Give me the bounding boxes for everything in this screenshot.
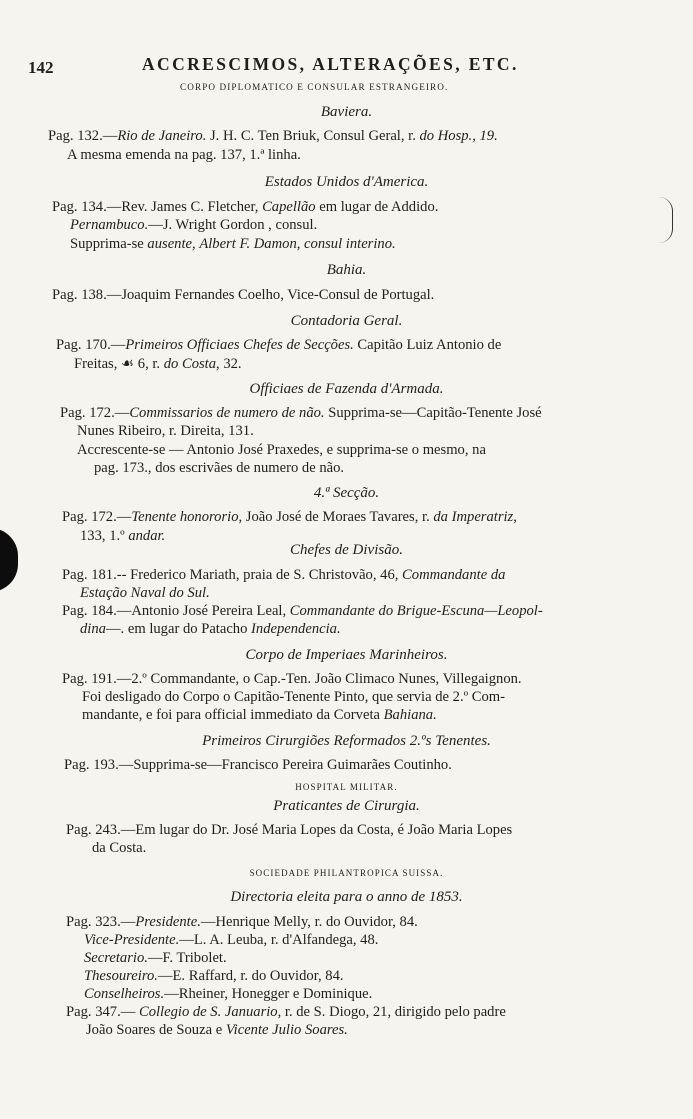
text-line: Nunes Ribeiro, r. Direita, 131. [77,423,254,439]
text-line: Pag. 347.— Collegio de S. Januario, r. de S. Diogo, 21, dirigido pelo padre [66,1004,506,1020]
text-line: pag. 173., dos escrivães de numero de não. [94,460,345,476]
decoration-glyph: ☙ [121,356,135,372]
text-line: dina—. em lugar do Patacho Independencia. [80,621,341,637]
text-line: 133, 1.º andar. [80,528,166,544]
section-heading: Officiaes de Fazenda d'Armada. [249,381,444,397]
section-heading: Praticantes de Cirurgia. [273,798,420,814]
text-line: Foi desligado do Corpo o Capitão-Tenente Pinto, que servia de 2.º Com- [82,689,506,705]
section-heading: 4.ª Secção. [313,485,380,501]
margin-bracket [658,197,673,243]
text-line: Pag. 191.—2.º Commandante, o Cap.-Ten. João Climaco Nunes, Villegaignon. [62,671,522,687]
text-line: da Costa. [92,840,147,856]
text-line: Pag. 193.—Supprima-se—Francisco Pereira Guimarães Coutinho. [64,757,452,773]
text-line: Pag. 134.—Rev. James C. Fletcher, Capellão em lugar de Addido. [52,199,439,215]
section-heading: Primeiros Cirurgiões Reformados 2.ºs Tenentes. [202,733,491,749]
page-number: 142 [28,58,54,77]
text-line: Pag. 132.—Rio de Janeiro. J. H. C. Ten Briuk, Consul Geral, r. do Hosp., 19. [48,128,498,144]
text-line: Supprima-se ausente, Albert F. Damon, consul interino. [70,236,396,252]
page-title: ACCRESCIMOS, ALTERAÇÕES, ETC. [142,54,519,74]
text-line: Pag. 170.—Primeiros Officiaes Chefes de Secções. Capitão Luiz Antonio de [56,337,502,353]
text-line: Thesoureiro.—E. Raffard, r. do Ouvidor, 84. [84,968,344,984]
text-line: mandante, e foi para official immediato da Corveta Bahiana. [82,707,437,723]
section-label: HOSPITAL MILITAR. [295,782,398,792]
text-line: A mesma emenda na pag. 137, 1.ª linha. [67,147,301,163]
section-heading: Directoria eleita para o anno de 1853. [230,889,463,905]
text-line: Pag. 181.-- Frederico Mariath, praia de S. Christovão, 46, Commandante da [62,567,506,583]
text-line: Conselheiros.—Rheiner, Honegger e Dominique. [84,986,373,1002]
text-line: Secretario.—F. Tribolet. [84,950,227,966]
text-line: João Soares de Souza e Vicente Julio Soares. [86,1022,348,1038]
section-label: SOCIEDADE PHILANTROPICA SUISSA. [249,868,444,878]
section-heading: Baviera. [320,104,373,120]
text-line: Accrescente-se — Antonio José Praxedes, e supprima-se o mesmo, na [77,442,486,458]
text-line: Pag. 138.—Joaquim Fernandes Coelho, Vice-Consul de Portugal. [52,287,435,303]
section-heading: Contadoria Geral. [290,313,403,329]
ink-blot [0,528,18,592]
text-line: Freitas, ☙ 6, r. do Costa, 32. [74,356,242,372]
text-line: Pag. 323.—Presidente.—Henrique Melly, r. do Ouvidor, 84. [66,914,418,930]
text-line: Vice-Presidente.—L. A. Leuba, r. d'Alfandega, 48. [84,932,379,948]
page-subtitle: CORPO DIPLOMATICO E CONSULAR ESTRANGEIRO. [180,82,449,92]
text-line: Pernambuco.—J. Wright Gordon , consul. [70,217,318,233]
section-heading: Bahia. [326,262,367,278]
text-line: Pag. 184.—Antonio José Pereira Leal, Commandante do Brigue-Escuna—Leopol- [62,603,543,619]
section-heading: Estados Unidos d'America. [264,174,429,190]
text-line: Pag. 172.—Tenente honororio, João José de Moraes Tavares, r. da Imperatriz, [62,509,517,525]
text-line: Pag. 243.—Em lugar do Dr. José Maria Lopes da Costa, é João Maria Lopes [66,822,513,838]
text-line: Pag. 172.—Commissarios de numero de não. Supprima-se—Capitão-Tenente José [60,405,542,421]
text-line: Estação Naval do Sul. [80,585,210,601]
section-heading: Corpo de Imperiaes Marinheiros. [245,647,448,663]
section-heading: Chefes de Divisão. [290,542,403,558]
